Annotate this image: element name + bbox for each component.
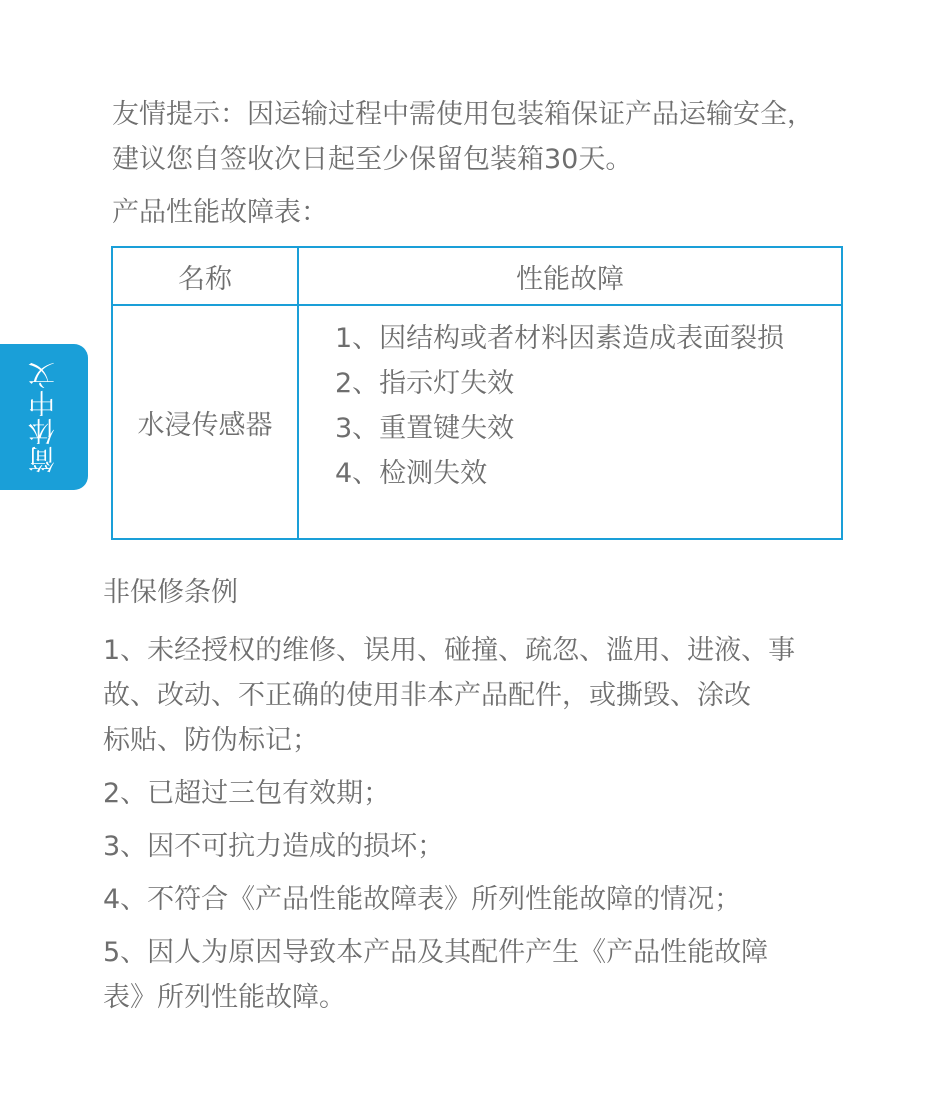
clause-line: 5、因人为原因导致本产品及其配件产生《产品性能故障 <box>103 937 769 968</box>
clause-line: 2、已超过三包有效期； <box>103 778 391 809</box>
table-header-row <box>112 247 842 305</box>
exclusion-clause-4 <box>103 877 843 922</box>
exclusion-clause-5 <box>103 930 843 1020</box>
fault-item: 3、重置键失效 <box>335 413 515 444</box>
warranty-exclusions <box>103 570 843 1020</box>
clause-line: 1、未经授权的维修、误用、碰撞、疏忽、滥用、进液、事 <box>103 635 796 666</box>
fault-item: 4、检测失效 <box>335 458 488 489</box>
exclusion-clause-2 <box>103 771 843 816</box>
language-tab-label: 简体中文 <box>28 361 60 473</box>
exclusion-clause-1 <box>103 628 843 763</box>
faults-cell <box>298 305 842 539</box>
exclusion-clause-3 <box>103 824 843 869</box>
clause-line: 标贴、防伪标记； <box>103 725 319 756</box>
exclusions-heading: 非保修条例 <box>103 577 238 608</box>
clause-line: 3、因不可抗力造成的损坏； <box>103 831 445 862</box>
clause-line: 4、不符合《产品性能故障表》所列性能故障的情况； <box>103 884 742 915</box>
fault-item: 2、指示灯失效 <box>335 368 515 399</box>
fault-item: 1、因结构或者材料因素造成表面裂损 <box>335 323 785 354</box>
shipping-notice <box>112 92 852 182</box>
fault-table <box>111 246 843 540</box>
notice-line-2: 建议您自签收次日起至少保留包装箱30天。 <box>112 144 633 175</box>
table-row <box>112 305 842 539</box>
header-faults: 性能故障 <box>298 247 842 305</box>
language-tab[interactable] <box>0 344 88 490</box>
clause-line: 故、改动、不正确的使用非本产品配件，或撕毁、涂改 <box>103 680 751 711</box>
clause-line: 表》所列性能故障。 <box>103 982 346 1013</box>
header-name: 名称 <box>112 247 298 305</box>
product-name-cell: 水浸传感器 <box>112 305 298 539</box>
fault-table-title: 产品性能故障表： <box>112 197 328 228</box>
notice-line-1: 友情提示：因运输过程中需使用包装箱保证产品运输安全， <box>112 99 814 130</box>
